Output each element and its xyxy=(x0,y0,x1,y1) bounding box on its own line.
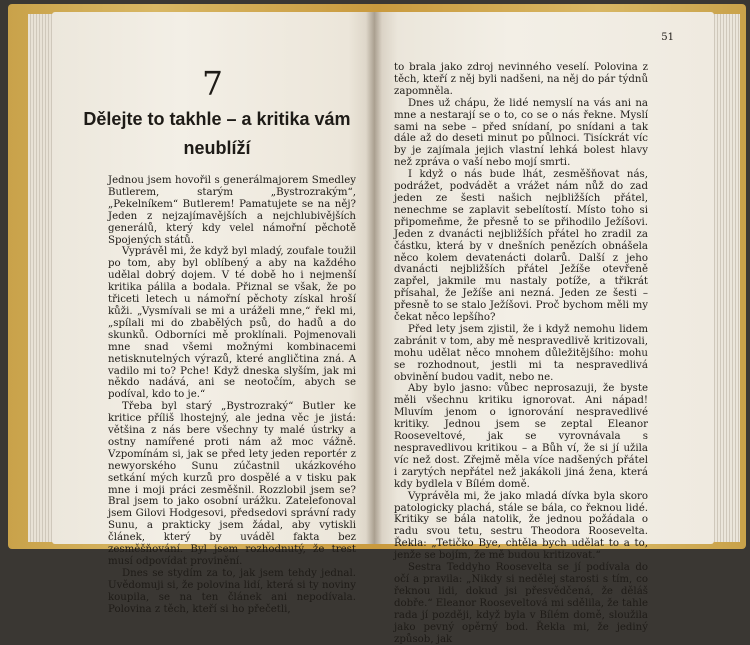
paragraph: Jednou jsem hovořil s generálmajorem Smedley Butlerem, starým „Bystrozrakým“, „Pekelníkem“ Butlerem! Pamatujete se na něj? Jeden z nejzajímavějších a nejchlubivějších generálů, který kdy velel námořní pěchotě Spojených států. xyxy=(108,175,356,246)
paragraph: Sestra Teddyho Roosevelta se jí podívala do očí a pravila: „Nikdy si nedělej starosti s tím, co řeknou lidi, dokud jsi přesvědčená, že děláš dobře.“ Eleanor Rooseveltová mi sdělila, že tahle rada jí později, když byla v Bílém domě, sloužila jako pevný opěrný bod. Řekla mi, že jediný způsob, jak xyxy=(394,562,648,645)
book-gutter xyxy=(366,12,382,544)
chapter-number: 7 xyxy=(202,64,224,103)
paragraph: I když o nás bude lhát, zesměšňovat nás, podrážet, podvádět a vrážet nám nůž do zad jeden ze šesti našich nejbližších přátel, nenechme se zaplavit sebelítostí. Místo toho si připomeňme, že přesně to se přihodilo Ježíšovi. Jeden z dvanácti nejbližších přátel ho zradil za částku, která by v dnešních penězích obnášela něco kolem devatenácti dolarů. Další z jeho dvanácti nejbližších přátel Ježíše otevřeně zapřel, jakmile mu nastaly potíže, a třikrát přísahal, že Ježíše ani nezná. Jeden ze šesti – přesně to se stalo Ježíšovi. Proč bychom měli my čekat něco lepšího? xyxy=(394,169,648,324)
paragraph: Dnes se stydím za to, jak jsem tehdy jednal. Uvědomuji si, že polovina lidí, která si ty noviny koupila, se na ten článek ani nepodívala. Polovina z těch, kteří si ho přečetli, xyxy=(108,567,356,615)
right-page-edges xyxy=(714,14,740,542)
paragraph: Aby bylo jasno: vůbec neprosazuji, že byste měli všechnu kritiku ignorovat. Ani nápad! Mluvím jenom o ignorování nespravedlivé kritiky. Jednou jsem se zeptal Eleanor Rooseveltové, jak se vyrovnávala s nespravedlivou kritikou – a Bůh ví, že si jí užila víc než dost. Zřejmě měla více nadšených přátel i zarytých nepřátel než jakákoli jiná žena, která kdy bydlela v Bílém domě. xyxy=(394,383,648,490)
paragraph: Vyprávěl mi, že když byl mladý, zoufale toužil po tom, aby byl oblíbený a aby na každého udělal dobrý dojem. V té době ho i nejmenší kritika pálila a bodala. Přiznal se však, že po třiceti letech u námořní pěchoty získal hroší kůži. „Vysmívali se mi a uráželi mne,“ řekl mi, „spílali mi do zbabělých psů, do hadů a do skunků. Odborníci mě proklínali. Pojmenovali mne snad všemi možnými kombinacemi netisknutelných výrazů, které angličtina zná. A vadilo mi to? Pche! Když dneska slyším, jak mi někdo nadává, ani se neotočím, abych se podíval, kdo to je.“ xyxy=(108,246,356,401)
open-book xyxy=(8,4,746,645)
paragraph: Před lety jsem zjistil, že i když nemohu lidem zabránit v tom, aby mě nespravedlivě kritizovali, mohu udělat něco mnohem důležitějšího: mohu se rozhodnout, jestli mi ta nespravedlivá obvinění budou vadit, nebo ne. xyxy=(394,323,648,383)
chapter-title: Dělejte to takhle – a kritika vám neublíží xyxy=(83,109,351,158)
paragraph: Třeba byl starý „Bystrozraký“ Butler ke kritice příliš lhostejný, ale jedna věc je jistá: většina z nás bere všechny ty malé ústrky a ostny namířené proti nám až moc vážně. Vzpomínám si, jak se před lety jeden reportér z newyorského Sunu zúčastnil ukázkového setkání mých kurzů pro dospělé a v tisku pak mne i moji práci zesměšnil. Rozzlobil jsem se? Bral jsem to jako osobní urážku. Zatelefonoval jsem Gilovi Hodgesovi, předsedovi správní rady Sunu, a prakticky jsem žádal, aby vytiskli článek, který by uváděl fakta bez zesměšňování. Byl jsem rozhodnutý, že trest musí odpovídat provinění. xyxy=(108,401,356,567)
paragraph: Dnes už chápu, že lidé nemyslí na vás ani na mne a nestarají se o to, co se o nás řekne. Myslí sami na sebe – před snídaní, po snídani a tak dále až do deseti minut po půlnoci. Tisíckrát víc by je zajímala jejich vlastní lehká bolest hlavy než zpráva o vaší nebo mojí smrti. xyxy=(394,97,648,169)
paragraph: to brala jako zdroj nevinného veselí. Polovina z těch, kteří z něj byli nadšeni, na něj do pár týdnů zapomněla. xyxy=(394,62,648,97)
paragraph: Vyprávěla mi, že jako mladá dívka byla skoro patologicky plachá, stále se bála, co řeknou lidé. Kritiky se bála natolik, že jednou požádala o radu svou tetu, sestru Theodora Roosevelta. Řekla: „Tetičko Bye, chtěla bych udělat to a to, jenže se bojím, že mě budou kritizovat.“ xyxy=(394,490,648,562)
right-page-body xyxy=(394,62,648,645)
page-number: 51 xyxy=(661,32,674,43)
left-page-body xyxy=(108,175,356,616)
